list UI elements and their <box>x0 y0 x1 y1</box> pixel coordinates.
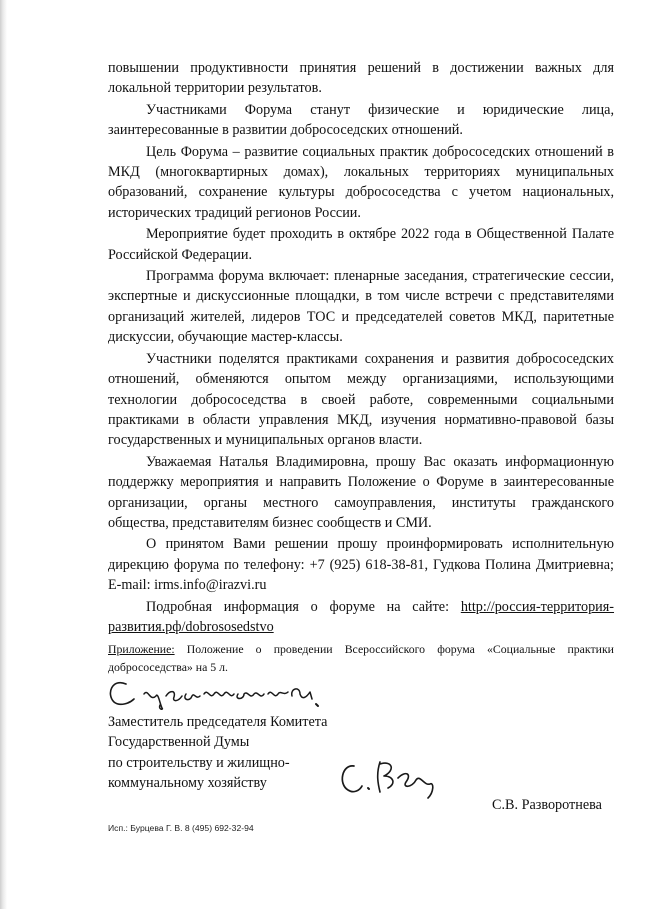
paragraph-4: Мероприятие будет проходить в октябре 2022 года в Общественной Палате Российской Федерации. <box>108 226 614 263</box>
paragraph-8: О принятом Вами решении прошу проинформировать исполнительную дирекцию форума по телефону: +7 (925) 618-38-81, Гудкова Полина Дмитриевна; E-mail: irms.info@irazvi.ru <box>108 536 614 594</box>
paragraph-3: Цель Форума – развитие социальных практик добрососедских отношений в МКД (многоквартирных домах), локальных территориях муниципальных образований, сохранение культуры добрососедства с учетом национальных, исторических традиций регионов России. <box>108 143 614 221</box>
appendix-label: Приложение: <box>108 642 175 656</box>
paragraph-7: Уважаемая Наталья Владимировна, прошу Вас оказать информационную поддержку мероприятия и направить Положение о Форуме в заинтересованные организации, органы местного самоуправления, институты гражданского общества, представителям бизнес сообществ и СМИ. <box>108 453 614 531</box>
paragraph-1: повышении продуктивности принятия решений в достижении важных для локальной территории результатов. <box>108 60 614 97</box>
website-link[interactable]: http://россия-территория-развития.рф/dobrososedstvo <box>108 598 615 635</box>
paragraph-6: Участники поделятся практиками сохранения и развития добрососедских отношений, обменяются опытом между организациями, использующими технологии добрососедства в своей работе, современными социальными практиками в области управления МКД, изучения нормативно-правовой базы государственных и муниципальных органов власти. <box>108 350 614 449</box>
appendix-note <box>108 640 614 676</box>
position-line-2: Государственной Думы <box>108 734 250 751</box>
scan-edge <box>0 0 7 909</box>
position-line-3: по строительству и жилищно- <box>108 754 290 771</box>
position-line-4: коммунальному хозяйству <box>108 775 267 792</box>
signatory-name: С.В. Разворотнева <box>492 797 602 813</box>
letter-body <box>108 58 614 637</box>
handwritten-greeting <box>104 672 344 712</box>
paragraph-9 <box>108 597 614 638</box>
paragraph-2: Участниками Форума станут физические и юридические лица, заинтересованные в развитии добрососедских отношений. <box>108 101 614 139</box>
website-intro: Подробная информация о форуме на сайте: <box>146 598 450 615</box>
signature <box>336 752 446 802</box>
position-line-1: Заместитель председателя Комитета <box>108 714 328 730</box>
paragraph-5: Программа форума включает: пленарные заседания, стратегические сессии, экспертные и дискуссионные площадки, в том числе встречи с представителями организаций жителей, лидеров ТОС и председателей советов МКД, паритетные дискуссии, обучающие мастер-классы. <box>108 268 614 346</box>
signatory-position <box>108 712 327 794</box>
appendix-text: Положение о проведении Всероссийского форума «Социальные практики добрососедства» на 5 л. <box>108 642 614 674</box>
executor-info: Исп.: Бурцева Г. В. 8 (495) 692-32-94 <box>108 823 254 833</box>
